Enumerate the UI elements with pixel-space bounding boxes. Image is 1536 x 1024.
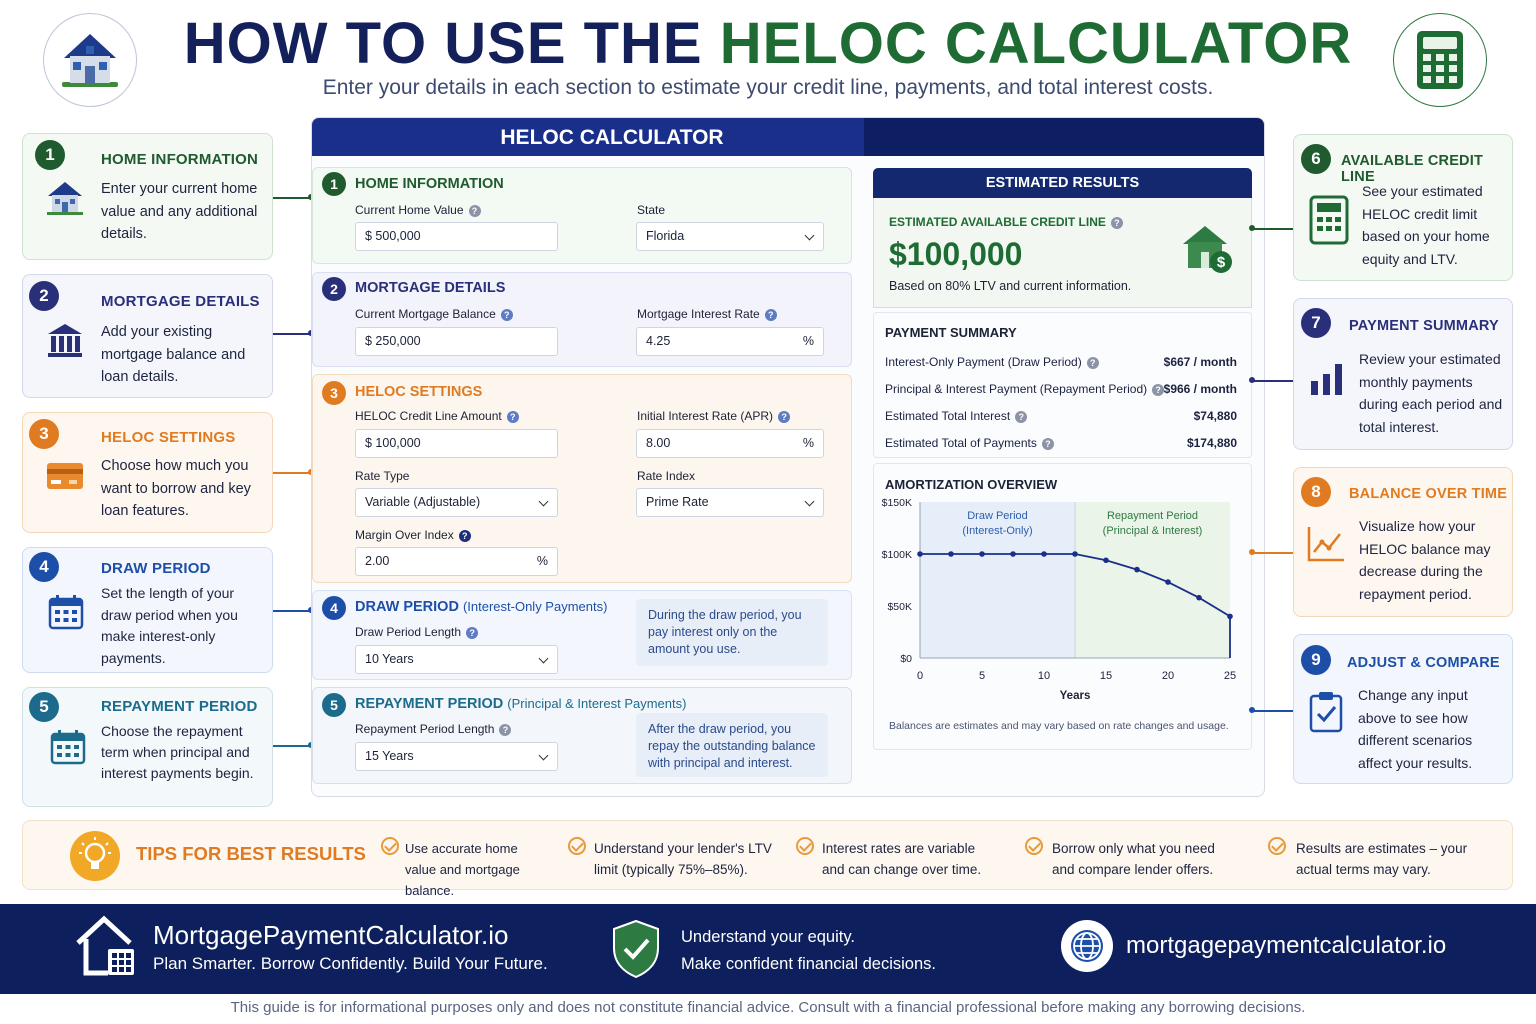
calculator-logo-icon <box>1415 29 1465 91</box>
shield-check-icon <box>610 918 662 985</box>
step-card-mortgage-details <box>22 274 273 398</box>
footer-url[interactable]: mortgagepaymentcalculator.io <box>1126 932 1447 959</box>
step-title: REPAYMENT PERIOD <box>101 698 258 715</box>
summary-row: Principal & Interest Payment (Repayment Period) ? $966 / month <box>885 382 1237 396</box>
repayment-length-select[interactable]: 15 Years <box>355 742 558 771</box>
bar-chart-icon <box>1309 361 1345 402</box>
footer-brand: MortgagePaymentCalculator.io <box>153 920 509 950</box>
calculator-title: HELOC CALCULATOR <box>500 126 724 149</box>
heloc-settings-section <box>312 374 852 583</box>
bank-icon <box>45 321 85 366</box>
footer-tagline: Plan Smarter. Borrow Confidently. Build Your Future. <box>153 954 548 973</box>
x-tick-label: 5 <box>978 670 986 682</box>
clipboard-check-icon <box>1308 690 1344 739</box>
chart-title: AMORTIZATION OVERVIEW <box>885 477 1058 492</box>
connector-line <box>1252 228 1293 230</box>
draw-period-section <box>312 590 852 680</box>
balance-point <box>1072 551 1078 557</box>
x-tick-label: 25 <box>1223 670 1237 682</box>
rate-index-select[interactable]: Prime Rate <box>636 488 824 517</box>
step-description: Review your estimated monthly payments during each period and total interest. <box>1359 351 1503 435</box>
repayment-period-note: After the draw period, you repay the outstanding balance with principal and interest. <box>636 713 828 777</box>
step-title: AVAILABLE CREDIT LINE <box>1341 153 1484 185</box>
step-card-draw-period <box>22 547 273 673</box>
step-title: ADJUST & COMPARE <box>1347 655 1500 671</box>
chart-region-label: Repayment Period <box>1106 510 1199 522</box>
step-card-available-credit-line <box>1293 134 1513 281</box>
amortization-chart <box>873 495 1252 710</box>
tips-title: TIPS FOR BEST RESULTS <box>136 843 366 864</box>
connector-line <box>1252 380 1293 382</box>
x-axis-label: Years <box>1059 690 1091 702</box>
connector-line <box>273 472 311 474</box>
step-title: BALANCE OVER TIME <box>1349 486 1508 502</box>
section-number: 1 <box>322 172 346 196</box>
credit-card-icon <box>45 459 85 498</box>
step-title: MORTGAGE DETAILS <box>101 293 260 310</box>
connector-dot <box>1249 707 1255 713</box>
step-card-repayment-period <box>22 687 273 807</box>
y-tick-label: $150K <box>881 497 912 509</box>
chart-note: Balances are estimates and may vary based on rate changes and usage. <box>889 720 1229 732</box>
balance-point <box>948 551 954 557</box>
balance-point <box>1134 567 1140 573</box>
step-number: 9 <box>1301 645 1331 675</box>
rate-type-label: Rate Type <box>355 469 410 483</box>
check-icon <box>381 837 399 855</box>
mortgage-details-section <box>312 272 852 367</box>
chart-region-label: Draw Period <box>967 510 1028 522</box>
margin-input[interactable]: 2.00 % <box>355 547 558 576</box>
credit-line-box <box>873 198 1252 308</box>
check-icon <box>1025 837 1043 855</box>
step-number: 8 <box>1301 477 1331 507</box>
calendar-icon <box>47 593 85 636</box>
y-tick-label: $50K <box>887 601 912 613</box>
credit-line-note: Based on 80% LTV and current information. <box>889 279 1132 293</box>
x-tick-label: 20 <box>1161 670 1175 682</box>
x-tick-label: 0 <box>916 670 924 682</box>
step-description: Choose how much you want to borrow and key loan features. <box>101 458 251 519</box>
section-title: HELOC SETTINGS <box>355 384 483 400</box>
balance-point <box>1165 579 1171 585</box>
footer-middle-line1: Understand your equity. <box>681 928 855 946</box>
section-number: 3 <box>322 381 346 405</box>
tip-item: Interest rates are variable and can change over time. <box>822 841 982 877</box>
check-icon <box>796 837 814 855</box>
section-title: HOME INFORMATION <box>355 176 504 192</box>
step-number: 5 <box>29 692 59 722</box>
globe-icon <box>1061 920 1113 972</box>
step-number: 3 <box>29 419 59 449</box>
connector-line <box>1252 710 1293 712</box>
draw-period-note: During the draw period, you pay interest only on the amount you use. <box>636 599 828 666</box>
credit-line-label: ESTIMATED AVAILABLE CREDIT LINE ? <box>889 215 1123 229</box>
chevron-down-icon <box>805 497 815 507</box>
mortgage-balance-input[interactable]: $ 250,000 <box>355 327 558 356</box>
chevron-down-icon <box>805 231 815 241</box>
chevron-down-icon <box>539 497 549 507</box>
balance-point <box>1196 595 1202 601</box>
connector-line <box>1252 552 1293 554</box>
connector-dot <box>1249 225 1255 231</box>
step-title: HOME INFORMATION <box>101 151 259 168</box>
line-chart-icon <box>1306 524 1346 569</box>
x-tick-label: 10 <box>1037 670 1051 682</box>
initial-apr-input[interactable]: 8.00 % <box>636 429 824 458</box>
balance-point <box>979 551 985 557</box>
tip-item: Use accurate home value and mortgage balance. <box>405 841 520 898</box>
rate-type-select[interactable]: Variable (Adjustable) <box>355 488 558 517</box>
section-number: 4 <box>322 596 346 620</box>
connector-line <box>273 610 311 612</box>
chevron-down-icon <box>539 654 549 664</box>
mortgage-rate-label: Mortgage Interest Rate ? <box>637 307 777 321</box>
connector-dot <box>1249 377 1255 383</box>
credit-line-amount-label: HELOC Credit Line Amount ? <box>355 409 519 423</box>
step-description: Add your existing mortgage balance and loan details. <box>101 324 246 385</box>
calendar-icon <box>49 728 87 771</box>
repayment-length-label: Repayment Period Length ? <box>355 722 511 736</box>
step-title: HELOC SETTINGS <box>101 429 236 446</box>
payment-summary-title: PAYMENT SUMMARY <box>885 325 1017 340</box>
tip-item: Results are estimates – your actual terms may vary. <box>1296 841 1468 877</box>
connector-line <box>273 197 311 199</box>
tip-item: Understand your lender's LTV limit (typically 75%–85%). <box>594 841 772 877</box>
balance-point <box>917 551 923 557</box>
home-information-section <box>312 167 852 264</box>
step-description: Set the length of your draw period when you make interest-only payments. <box>101 585 238 666</box>
balance-point <box>1041 551 1047 557</box>
check-icon <box>1268 837 1286 855</box>
house-dollar-icon <box>1179 222 1235 281</box>
state-label: State <box>637 203 666 217</box>
connector-line <box>273 333 311 335</box>
calculator-header <box>312 118 1264 156</box>
step-description: Change any input above to see how different scenarios affect your results. <box>1358 687 1473 771</box>
margin-label: Margin Over Index ? <box>355 528 471 542</box>
repayment-period-section <box>312 687 852 784</box>
initial-apr-label: Initial Interest Rate (APR) ? <box>637 409 790 423</box>
house-grid-icon <box>74 915 138 984</box>
step-number: 4 <box>29 552 59 582</box>
credit-line-value: $100,000 <box>889 236 1023 272</box>
page-title: HOW TO USE THE HELOC CALCULATOR <box>183 11 1353 76</box>
step-card-home-information <box>22 133 273 260</box>
section-title: MORTGAGE DETAILS <box>355 280 506 296</box>
state-select[interactable]: Florida <box>636 222 824 251</box>
home-value-input[interactable]: $ 500,000 <box>355 222 558 251</box>
section-number: 5 <box>322 693 346 717</box>
credit-line-amount-input[interactable]: $ 100,000 <box>355 429 558 458</box>
step-title: PAYMENT SUMMARY <box>1349 318 1499 334</box>
mortgage-rate-input[interactable]: 4.25 % <box>636 327 824 356</box>
x-tick-label: 15 <box>1099 670 1113 682</box>
page-subtitle: Enter your details in each section to estimate your credit line, payments, and total interest costs. <box>322 76 1214 99</box>
section-number: 2 <box>322 277 346 301</box>
draw-length-select[interactable]: 10 Years <box>355 645 558 674</box>
footer-middle-line2: Make confident financial decisions. <box>681 955 936 973</box>
chart-region-label: (Principal & Interest) <box>1102 525 1203 537</box>
section-title: DRAW PERIOD (Interest-Only Payments) <box>355 599 608 615</box>
y-tick-label: $100K <box>881 549 912 561</box>
step-title: DRAW PERIOD <box>101 560 211 577</box>
mortgage-balance-label: Current Mortgage Balance ? <box>355 307 513 321</box>
balance-point <box>1103 557 1109 563</box>
summary-row: Estimated Total Interest ? $74,880 <box>885 409 1237 423</box>
draw-length-label: Draw Period Length ? <box>355 625 478 639</box>
chevron-down-icon <box>539 751 549 761</box>
balance-point <box>1010 551 1016 557</box>
step-description: Enter your current home value and any additional details. <box>101 181 258 242</box>
summary-row: Estimated Total of Payments ? $174,880 <box>885 436 1237 450</box>
calculator-logo <box>1393 13 1487 107</box>
step-card-payment-summary <box>1293 298 1513 450</box>
step-card-balance-over-time <box>1293 467 1513 617</box>
step-card-heloc-settings <box>22 412 273 533</box>
step-description: Visualize how your HELOC balance may decrease during the repayment period. <box>1359 518 1491 602</box>
step-number: 2 <box>29 281 59 311</box>
section-title: REPAYMENT PERIOD (Principal & Interest Payments) <box>355 696 687 712</box>
check-icon <box>568 837 586 855</box>
tip-item: Borrow only what you need and compare lender offers. <box>1052 841 1215 877</box>
step-description: Choose the repayment term when principal and interest payments begin. <box>101 723 254 781</box>
y-tick-label: $0 <box>900 653 912 665</box>
disclaimer: This guide is for informational purposes only and does not constitute financial advice. Consult with a financial professional before making any borrowing decisions. <box>230 999 1306 1016</box>
step-number: 1 <box>35 140 65 170</box>
results-header: ESTIMATED RESULTS <box>873 168 1252 198</box>
connector-dot <box>1249 549 1255 555</box>
home-value-label: Current Home Value ? <box>355 203 481 217</box>
step-number: 7 <box>1301 308 1331 338</box>
connector-line <box>273 745 311 747</box>
house-icon <box>45 178 85 223</box>
calculator-icon <box>1309 195 1349 250</box>
summary-row: Interest-Only Payment (Draw Period) ? $667 / month <box>885 355 1237 369</box>
footer-bar <box>0 904 1536 994</box>
step-number: 6 <box>1301 144 1331 174</box>
lightbulb-icon <box>70 831 120 881</box>
svg-text:$: $ <box>1216 254 1226 271</box>
step-card-adjust-compare <box>1293 634 1513 784</box>
step-description: See your estimated HELOC credit limit based on your home equity and LTV. <box>1362 183 1490 267</box>
rate-index-label: Rate Index <box>637 469 696 483</box>
chart-region-label: (Interest-Only) <box>962 525 1033 537</box>
